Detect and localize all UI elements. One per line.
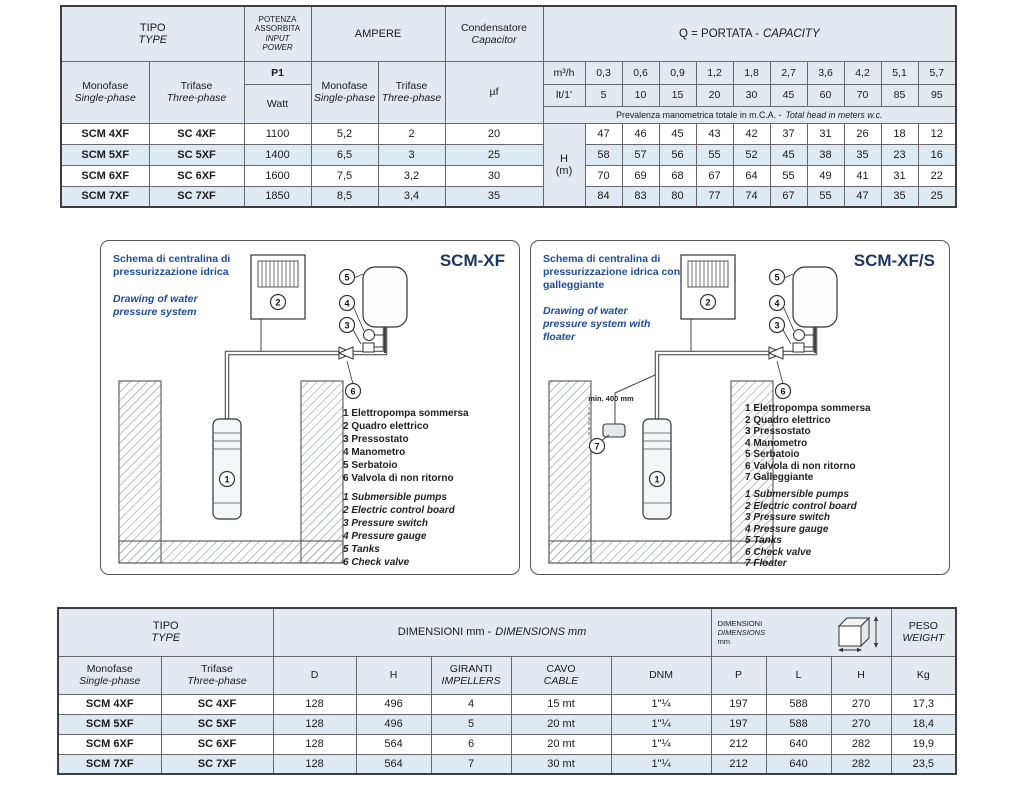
cell-head: 38 — [807, 144, 844, 165]
cell-p: 212 — [711, 754, 766, 774]
cell-l: 588 — [766, 714, 831, 734]
cell-head: 26 — [844, 123, 881, 144]
cell-head: 22 — [918, 165, 956, 186]
label-en: TYPE — [151, 632, 181, 645]
th-total-head — [543, 106, 956, 123]
legend-item: 6 Check valve — [343, 557, 410, 568]
cell-head: 49 — [807, 165, 844, 186]
check-valve — [339, 347, 353, 359]
cell-head: 31 — [807, 123, 844, 144]
legend-item: 1 Submersible pumps — [745, 489, 849, 500]
model-trifase: SC 7XF — [161, 754, 273, 774]
cell-head: 31 — [881, 165, 918, 186]
flow-value: 3,6 — [807, 61, 844, 84]
svg-text:5: 5 — [774, 272, 780, 283]
label-en: TYPE — [138, 33, 168, 46]
legend-item: 6 Valvola di non ritorno — [745, 460, 856, 472]
flow-value: 5,7 — [918, 61, 956, 84]
flow-value: 45 — [770, 84, 807, 106]
th-ampere-monofase — [311, 61, 378, 123]
legend-item: 4 Manometro — [343, 447, 406, 458]
label: Q = PORTATA - — [678, 27, 759, 40]
cell-head: 84 — [585, 186, 622, 207]
pressure-gauge — [364, 330, 386, 341]
label: H — [560, 152, 568, 165]
th-portata — [543, 6, 956, 61]
pressure-system-panel-scm-xf — [100, 240, 520, 575]
diagram-title: SCM-XF/S — [853, 251, 935, 270]
model-monofase: SCM 6XF — [61, 165, 149, 186]
cell-head: 64 — [733, 165, 770, 186]
cell-head: 16 — [918, 144, 956, 165]
th-trifase — [161, 656, 273, 694]
cell-ampere-mono: 7,5 — [311, 165, 378, 186]
label: TIPO — [152, 620, 179, 633]
marker-1 — [650, 472, 665, 487]
label: TIPO — [139, 21, 166, 34]
cell-l: 640 — [766, 734, 831, 754]
cell-h: 564 — [356, 754, 431, 774]
label-en: Three-phase — [166, 92, 227, 104]
label — [718, 619, 766, 646]
submersible-pump — [213, 419, 241, 519]
marker-2 — [701, 295, 716, 310]
marker-2 — [271, 295, 286, 310]
flow-value: 1,2 — [696, 61, 733, 84]
cell-head: 35 — [844, 144, 881, 165]
cell-head: 45 — [770, 144, 807, 165]
diagram-heading-it: Schema di centralina di pressurizzazione idrica con galleggiante — [543, 253, 681, 291]
cell-cable: 15 mt — [511, 694, 611, 714]
th-uf: µf — [445, 61, 543, 123]
th-d: D — [273, 656, 356, 694]
cell-h2: 270 — [831, 714, 891, 734]
legend-item: 3 Pressure switch — [343, 518, 429, 529]
label-en: Three-phase — [381, 92, 442, 104]
cell-cable: 30 mt — [511, 754, 611, 774]
cell-head: 43 — [696, 123, 733, 144]
model-monofase: SCM 7XF — [58, 754, 161, 774]
th-condensatore — [445, 6, 543, 61]
th-monofase — [61, 61, 149, 123]
cell-h2: 282 — [831, 754, 891, 774]
cell-head: 37 — [770, 123, 807, 144]
pressure-switch — [793, 343, 815, 352]
model-trifase: SC 6XF — [161, 734, 273, 754]
cell-h: 496 — [356, 714, 431, 734]
cell-head: 55 — [696, 144, 733, 165]
cell-head: 77 — [696, 186, 733, 207]
th-tipo — [58, 608, 273, 656]
pressure-switch — [363, 343, 385, 352]
cell-kg: 18,4 — [891, 714, 956, 734]
cell-d: 128 — [273, 754, 356, 774]
model-monofase: SCM 5XF — [58, 714, 161, 734]
marker-5 — [770, 270, 794, 285]
submersible-pump — [643, 419, 671, 519]
label: Trifase — [395, 80, 428, 92]
cell-kg: 17,3 — [891, 694, 956, 714]
marker-5 — [340, 270, 364, 285]
cell-dnm: 1"¼ — [611, 714, 711, 734]
label: DIMENSIONI — [717, 618, 763, 628]
table-row — [61, 123, 956, 144]
model-monofase: SCM 7XF — [61, 186, 149, 207]
th-cavo — [511, 656, 611, 694]
cell-dnm: 1"¼ — [611, 694, 711, 714]
marker-7 — [590, 435, 610, 454]
label-en: Single-phase — [74, 92, 136, 104]
svg-text:4: 4 — [344, 298, 350, 309]
th-tipo — [61, 6, 244, 61]
cell-head: 47 — [844, 186, 881, 207]
legend-item: 6 Check valve — [745, 546, 812, 558]
cell-impellers: 4 — [431, 694, 511, 714]
legend-item: 2 Electric control board — [343, 505, 455, 516]
label: (m) — [555, 164, 573, 177]
cell-head: 68 — [659, 165, 696, 186]
legend-item: 2 Quadro elettrico — [745, 414, 831, 426]
cell-cable: 20 mt — [511, 734, 611, 754]
th-potenza — [244, 6, 311, 61]
model-trifase: SC 4XF — [161, 694, 273, 714]
table-row — [58, 714, 956, 734]
label-en: Single-phase — [313, 92, 376, 104]
table-row — [58, 754, 956, 774]
legend-item: 3 Pressure switch — [745, 512, 831, 523]
cell-ampere-tri: 3 — [378, 144, 445, 165]
cell-h2: 282 — [831, 734, 891, 754]
flow-value: 0,9 — [659, 61, 696, 84]
label-en: DIMENSIONS mm — [495, 626, 587, 639]
cell-kg: 23,5 — [891, 754, 956, 774]
label-en: DIMENSIONS — [717, 627, 766, 637]
cell-head: 25 — [918, 186, 956, 207]
pressure-gauge — [794, 330, 816, 341]
th-p: P — [711, 656, 766, 694]
table-row — [61, 6, 956, 61]
model-monofase: SCM 4XF — [58, 694, 161, 714]
th-kg: Kg — [891, 656, 956, 694]
cell-head: 18 — [881, 123, 918, 144]
label: Monofase — [82, 80, 129, 92]
check-valve — [769, 347, 783, 359]
diagram-heading-en: Drawing of water pressure system — [113, 293, 198, 318]
flow-value: 15 — [659, 84, 696, 106]
legend-item: 2 Quadro elettrico — [343, 421, 429, 432]
cell-watt: 1100 — [244, 123, 311, 144]
marker-6 — [776, 361, 791, 399]
diagram-heading-en: Drawing of water pressure system with floater — [543, 305, 651, 343]
label-en: WEIGHT — [902, 632, 945, 645]
diagram-title: SCM-XF — [439, 251, 505, 270]
cell-head: 83 — [622, 186, 659, 207]
label: Condensatore — [461, 21, 527, 34]
marker-3 — [770, 318, 792, 345]
cell-capacitor: 30 — [445, 165, 543, 186]
th-h: H — [356, 656, 431, 694]
cell-h2: 270 — [831, 694, 891, 714]
cell-p: 212 — [711, 734, 766, 754]
legend-item: 7 Galleggiante — [745, 472, 814, 483]
cell-cable: 20 mt — [511, 714, 611, 734]
model-trifase: SC 7XF — [149, 186, 244, 207]
table-row — [58, 656, 956, 694]
cell-watt: 1850 — [244, 186, 311, 207]
legend-item: 5 Serbatoio — [745, 449, 800, 460]
legend-item: 3 Pressostato — [343, 434, 409, 445]
th-p1: P1 — [244, 61, 311, 84]
flow-value: 10 — [622, 84, 659, 106]
legend-english — [343, 491, 515, 569]
label-en: Single-phase — [79, 675, 141, 687]
table-row — [61, 186, 956, 207]
legend-item: 7 Floater — [745, 558, 787, 569]
flow-value: 85 — [881, 84, 918, 106]
cell-head: 55 — [770, 165, 807, 186]
cell-p: 197 — [711, 694, 766, 714]
cell-head: 46 — [622, 123, 659, 144]
table-row — [61, 61, 956, 84]
svg-text:3: 3 — [344, 320, 350, 331]
cell-d: 128 — [273, 694, 356, 714]
cell-head: 58 — [585, 144, 622, 165]
svg-text:2: 2 — [705, 297, 711, 308]
legend-english — [745, 489, 945, 570]
dimensions-table — [57, 607, 957, 775]
flow-value: 0,3 — [585, 61, 622, 84]
cell-head: 42 — [733, 123, 770, 144]
legend-item: 4 Manometro — [745, 437, 808, 449]
flow-value: 20 — [696, 84, 733, 106]
th-watt: Watt — [244, 84, 311, 123]
svg-text:4: 4 — [774, 298, 780, 309]
table-row — [58, 608, 956, 656]
cell-h: 496 — [356, 694, 431, 714]
legend-item: 3 Pressostato — [745, 426, 811, 437]
label: Monofase — [321, 80, 368, 92]
table-row — [58, 734, 956, 754]
cell-ampere-tri: 3,2 — [378, 165, 445, 186]
th-monofase — [58, 656, 161, 694]
cell-l: 640 — [766, 754, 831, 774]
label-en: Three-phase — [187, 675, 247, 687]
cell-ampere-tri: 2 — [378, 123, 445, 144]
model-trifase: SC 5XF — [161, 714, 273, 734]
label: Trifase — [201, 663, 233, 675]
cell-head: 45 — [659, 123, 696, 144]
th-giranti — [431, 656, 511, 694]
flow-value: 5 — [585, 84, 622, 106]
th-packing-dimensions — [711, 608, 891, 656]
flow-value: 0,6 — [622, 61, 659, 84]
th-dnm: DNM — [611, 656, 711, 694]
label: Monofase — [86, 663, 133, 675]
table-row — [61, 144, 956, 165]
flow-value: 2,7 — [770, 61, 807, 84]
cell-capacitor: 35 — [445, 186, 543, 207]
label-en: Capacitor — [471, 33, 517, 46]
performance-table — [60, 5, 957, 208]
cell-ampere-tri: 3,4 — [378, 186, 445, 207]
label: GIRANTI — [449, 663, 493, 675]
cell-head: 74 — [733, 186, 770, 207]
cell-d: 128 — [273, 734, 356, 754]
legend-item: 5 Tanks — [343, 544, 380, 555]
cell-head: 23 — [881, 144, 918, 165]
th-m3h: m³/h — [543, 61, 585, 84]
label: Trifase — [180, 80, 213, 92]
th-head-meters — [543, 123, 585, 207]
cell-capacitor: 20 — [445, 123, 543, 144]
th-dimensions — [273, 608, 711, 656]
svg-text:3: 3 — [774, 320, 780, 331]
cell-h: 564 — [356, 734, 431, 754]
table-row — [58, 694, 956, 714]
cell-watt: 1600 — [244, 165, 311, 186]
legend-item: 2 Electric control board — [745, 500, 857, 512]
cell-d: 128 — [273, 714, 356, 734]
model-trifase: SC 4XF — [149, 123, 244, 144]
svg-text:min. 400 mm: min. 400 mm — [588, 394, 634, 403]
marker-3 — [340, 318, 362, 345]
legend-item: 5 Tanks — [745, 535, 782, 546]
flow-value: 95 — [918, 84, 956, 106]
cell-ampere-mono: 6,5 — [311, 144, 378, 165]
model-monofase: SCM 6XF — [58, 734, 161, 754]
cell-ampere-mono: 8,5 — [311, 186, 378, 207]
label-en: IMPELLERS — [441, 675, 501, 687]
flow-value: 1,8 — [733, 61, 770, 84]
cell-head: 57 — [622, 144, 659, 165]
cell-capacitor: 25 — [445, 144, 543, 165]
label-en: CAPACITY — [762, 27, 820, 40]
cell-head: 35 — [881, 186, 918, 207]
cell-head: 47 — [585, 123, 622, 144]
label: PESO — [908, 620, 938, 633]
legend-item: 4 Pressure gauge — [343, 531, 427, 542]
cell-head: 69 — [622, 165, 659, 186]
cell-head: 70 — [585, 165, 622, 186]
model-monofase: SCM 5XF — [61, 144, 149, 165]
legend-item: 6 Valvola di non ritorno — [343, 473, 454, 484]
cell-dnm: 1"¼ — [611, 754, 711, 774]
svg-text:7: 7 — [594, 441, 600, 452]
svg-text:6: 6 — [780, 386, 786, 397]
pressure-system-panel-scm-xf-s — [530, 240, 950, 575]
cell-head: 52 — [733, 144, 770, 165]
legend-italian — [745, 403, 945, 484]
marker-6 — [346, 361, 361, 399]
th-h2: H — [831, 656, 891, 694]
svg-text:6: 6 — [350, 386, 356, 397]
label: mm — [717, 636, 731, 646]
th-peso — [891, 608, 956, 656]
cell-watt: 1400 — [244, 144, 311, 165]
th-ampere-trifase — [378, 61, 445, 123]
th-ampere: AMPERE — [311, 6, 445, 61]
cell-head: 12 — [918, 123, 956, 144]
flow-value: 70 — [844, 84, 881, 106]
cell-head: 67 — [770, 186, 807, 207]
flow-value: 4,2 — [844, 61, 881, 84]
model-monofase: SCM 4XF — [61, 123, 149, 144]
cell-impellers: 7 — [431, 754, 511, 774]
label: CAVO — [546, 663, 576, 675]
cell-impellers: 6 — [431, 734, 511, 754]
label: POTENZA ASSORBITA — [254, 14, 301, 34]
model-trifase: SC 6XF — [149, 165, 244, 186]
cell-head: 80 — [659, 186, 696, 207]
cell-dnm: 1"¼ — [611, 734, 711, 754]
legend-item: 5 Serbatoio — [343, 460, 398, 471]
cell-head: 56 — [659, 144, 696, 165]
flow-value: 5,1 — [881, 61, 918, 84]
svg-text:2: 2 — [275, 297, 281, 308]
th-trifase — [149, 61, 244, 123]
th-l: L — [766, 656, 831, 694]
th-lt-min: lt/1' — [543, 84, 585, 106]
legend-item: 1 Submersible pumps — [343, 492, 447, 503]
cell-head: 55 — [807, 186, 844, 207]
cell-head: 67 — [696, 165, 733, 186]
diagram-heading-it: Schema di centralina di pressurizzazione idrica — [113, 253, 231, 278]
svg-text:1: 1 — [224, 474, 230, 485]
marker-1 — [220, 472, 235, 487]
flow-value: 60 — [807, 84, 844, 106]
cell-l: 588 — [766, 694, 831, 714]
legend-italian — [343, 407, 515, 485]
label: Prevalenza manometrica totale in m.C.A. - — [616, 109, 782, 120]
dimensions-cube-icon — [833, 612, 885, 652]
legend-item: 1 Elettropompa sommersa — [343, 408, 469, 419]
cell-ampere-mono: 5,2 — [311, 123, 378, 144]
cell-head: 41 — [844, 165, 881, 186]
label-en: Total head in meters w.c. — [785, 109, 883, 120]
flow-value: 30 — [733, 84, 770, 106]
label-en: INPUT POWER — [262, 33, 293, 53]
legend-item: 4 Pressure gauge — [745, 523, 829, 535]
cell-p: 197 — [711, 714, 766, 734]
legend-item: 1 Elettropompa sommersa — [745, 403, 871, 414]
svg-text:1: 1 — [654, 474, 660, 485]
svg-text:5: 5 — [344, 272, 350, 283]
label-en: CABLE — [543, 675, 579, 687]
model-trifase: SC 5XF — [149, 144, 244, 165]
table-row — [61, 165, 956, 186]
cell-impellers: 5 — [431, 714, 511, 734]
cell-kg: 19,9 — [891, 734, 956, 754]
label: DIMENSIONI mm - — [397, 626, 492, 639]
